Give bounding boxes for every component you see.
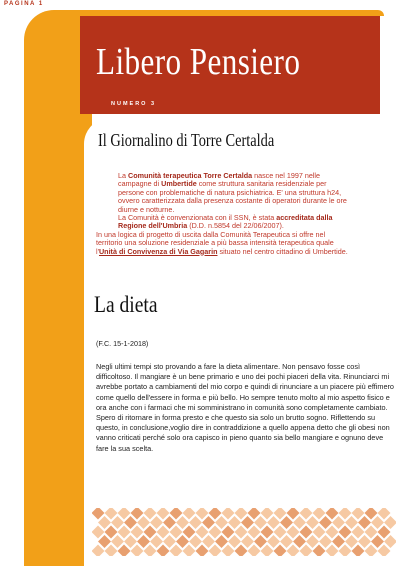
diamond-shape xyxy=(183,526,196,539)
diamond-shape xyxy=(144,545,157,557)
diamond-shape xyxy=(157,508,170,520)
diamond-shape xyxy=(261,526,274,539)
diamond-shape xyxy=(189,535,202,548)
diamond-shape xyxy=(176,535,189,548)
diamond-shape xyxy=(163,535,176,548)
diamond-shape xyxy=(352,508,365,520)
diamond-shape xyxy=(345,516,358,529)
diamond-shape xyxy=(209,526,222,539)
diamond-shape xyxy=(378,545,391,557)
diamond-shape xyxy=(222,545,235,557)
diamond-shape xyxy=(261,545,274,557)
diamond-shape xyxy=(157,526,170,539)
diamond-shape xyxy=(313,545,326,557)
diamond-shape xyxy=(215,535,228,548)
diamond-shape xyxy=(300,508,313,520)
diamond-shape xyxy=(111,535,124,548)
diamond-shape xyxy=(365,508,378,520)
masthead-title: Libero Pensiero xyxy=(96,41,301,83)
diamond-shape xyxy=(235,545,248,557)
intro-paragraph-2: La Comunità è convenzionata con il SSN, è stata accreditata dalla Regione dell'Umbria (D.D. n.5854 del 22/06/2007). xyxy=(118,213,333,231)
diamond-shape xyxy=(92,508,105,520)
diamond-shape xyxy=(137,516,150,529)
diamond-shape xyxy=(196,545,209,557)
diamond-shape xyxy=(131,526,144,539)
diamond-shape xyxy=(358,516,371,529)
diamond-shape xyxy=(189,516,202,529)
diamond-shape xyxy=(235,508,248,520)
diamond-shape xyxy=(287,526,300,539)
main-article-title: Il Giornalino di Torre Certalda xyxy=(98,130,275,150)
diamond-shape xyxy=(339,526,352,539)
diamond-shape xyxy=(371,516,384,529)
diamond-shape xyxy=(105,526,118,539)
diamond-shape xyxy=(105,545,118,557)
diamond-shape xyxy=(319,516,332,529)
diamond-shape xyxy=(124,535,137,548)
diamond-pattern-decoration xyxy=(92,508,396,556)
diamond-shape xyxy=(98,535,111,548)
diamond-shape xyxy=(254,535,267,548)
page-label: PAGINA 1 xyxy=(4,1,44,7)
diamond-shape xyxy=(384,516,396,529)
diamond-shape xyxy=(280,535,293,548)
diamond-shape xyxy=(209,508,222,520)
diamond-shape xyxy=(280,516,293,529)
diamond-shape xyxy=(196,508,209,520)
diamond-shape xyxy=(287,545,300,557)
diamond-shape xyxy=(365,526,378,539)
diamond-shape xyxy=(92,545,105,557)
diamond-shape xyxy=(183,545,196,557)
diamond-shape xyxy=(267,516,280,529)
diamond-shape xyxy=(326,508,339,520)
diamond-shape xyxy=(352,526,365,539)
diamond-shape xyxy=(131,545,144,557)
diamond-shape xyxy=(150,516,163,529)
diamond-shape xyxy=(339,508,352,520)
diamond-shape xyxy=(326,545,339,557)
diamond-shape xyxy=(235,526,248,539)
diamond-shape xyxy=(378,526,391,539)
diamond-shape xyxy=(196,526,209,539)
diamond-shape xyxy=(293,516,306,529)
diamond-shape xyxy=(144,526,157,539)
diamond-shape xyxy=(332,516,345,529)
diamond-shape xyxy=(345,535,358,548)
diamond-shape xyxy=(98,516,111,529)
diamond-shape xyxy=(170,526,183,539)
diet-article-title: La dieta xyxy=(94,292,158,317)
diamond-shape xyxy=(384,535,396,548)
diamond-shape xyxy=(118,508,131,520)
diamond-shape xyxy=(313,526,326,539)
diamond-shape xyxy=(222,526,235,539)
diamond-shape xyxy=(248,526,261,539)
diamond-shape xyxy=(365,545,378,557)
diamond-shape xyxy=(274,545,287,557)
diamond-shape xyxy=(319,535,332,548)
diamond-shape xyxy=(274,508,287,520)
diamond-shape xyxy=(261,508,274,520)
diamond-shape xyxy=(183,508,196,520)
diamond-shape xyxy=(306,516,319,529)
diamond-shape xyxy=(137,535,150,548)
diamond-shape xyxy=(293,535,306,548)
diamond-shape xyxy=(163,516,176,529)
intro-text xyxy=(96,172,348,256)
diamond-shape xyxy=(248,508,261,520)
diamond-shape xyxy=(326,526,339,539)
diamond-shape xyxy=(202,535,215,548)
diamond-shape xyxy=(124,516,137,529)
diamond-shape xyxy=(131,508,144,520)
diamond-shape xyxy=(222,508,235,520)
diamond-shape xyxy=(313,508,326,520)
diamond-shape xyxy=(378,508,391,520)
diamond-shape xyxy=(371,535,384,548)
diamond-shape xyxy=(111,516,124,529)
diamond-shape xyxy=(202,516,215,529)
diamond-shape xyxy=(332,535,345,548)
diamond-shape xyxy=(241,516,254,529)
diamond-shape xyxy=(92,526,105,539)
intro-paragraph-3: In una logica di progetto di uscita dalla Comunità Terapeutica si offre nel territorio una soluzione residenziale a più bassa intensità terapeutica quale l'Unità di Convivenza di Via Gagarin situato nel centro cittadino di Umbertide. xyxy=(96,229,348,256)
diamond-shape xyxy=(306,535,319,548)
diamond-shape xyxy=(209,545,222,557)
diamond-shape xyxy=(228,535,241,548)
diamond-shape xyxy=(118,526,131,539)
diamond-shape xyxy=(274,526,287,539)
diamond-shape xyxy=(358,535,371,548)
diamond-shape xyxy=(300,545,313,557)
diamond-shape xyxy=(144,508,157,520)
diet-article-date: (F.C. 15-1-2018) xyxy=(96,339,149,348)
diamond-shape xyxy=(254,516,267,529)
diamond-shape xyxy=(267,535,280,548)
diamond-shape xyxy=(170,508,183,520)
diet-article-body: Negli ultimi tempi sto provando a fare la dieta alimentare. Non pensavo fosse così difficoltoso. Il mangiare è un bene primario e uno dei pochi piaceri della vita. Rinunciarci mi avrebbe portato a cambiamenti del mio corpo e quindi di rinunciare a un piacere più effimero come quello dell'essere in forma e più bello. Ho sempre tenuto molto al mio aspetto fisico e ora anche con i farmaci che mi somministrano in comunità sono completamente cambiato. Spero di ritornare in forma presto e che questo sia solo un brutto sogno. Riflettendo su questo, in conclusione,voglio dire in contraddizione a quello appena detto che gli obesi non vanno criticati perché solo ora capisco in pieno quanto sia bello mangiare e ognuno deve fare la sua scelta. xyxy=(96,362,394,453)
diamond-shape xyxy=(241,535,254,548)
diamond-shape xyxy=(339,545,352,557)
intro-paragraph-1: La Comunità terapeutica Torre Certalda nasce nel 1997 nelle campagne di Umbertide come struttura sanitaria residenziale per persone con problematiche di natura psichiatrica. E' una struttura h24, ovvero caratterizzata dalla presenza costante di operatori durante le ore diurne e notturne. xyxy=(118,171,347,214)
diamond-shape xyxy=(118,545,131,557)
diamond-shape xyxy=(176,516,189,529)
diamond-shape xyxy=(150,535,163,548)
issue-number: NUMERO 3 xyxy=(111,101,157,107)
diamond-shape xyxy=(287,508,300,520)
diamond-shape xyxy=(105,508,118,520)
diamond-shape xyxy=(228,516,241,529)
diamond-shape xyxy=(248,545,261,557)
diamond-shape xyxy=(215,516,228,529)
diamond-shape xyxy=(300,526,313,539)
diamond-shape xyxy=(352,545,365,557)
diamond-shape xyxy=(157,545,170,557)
diamond-shape xyxy=(170,545,183,557)
